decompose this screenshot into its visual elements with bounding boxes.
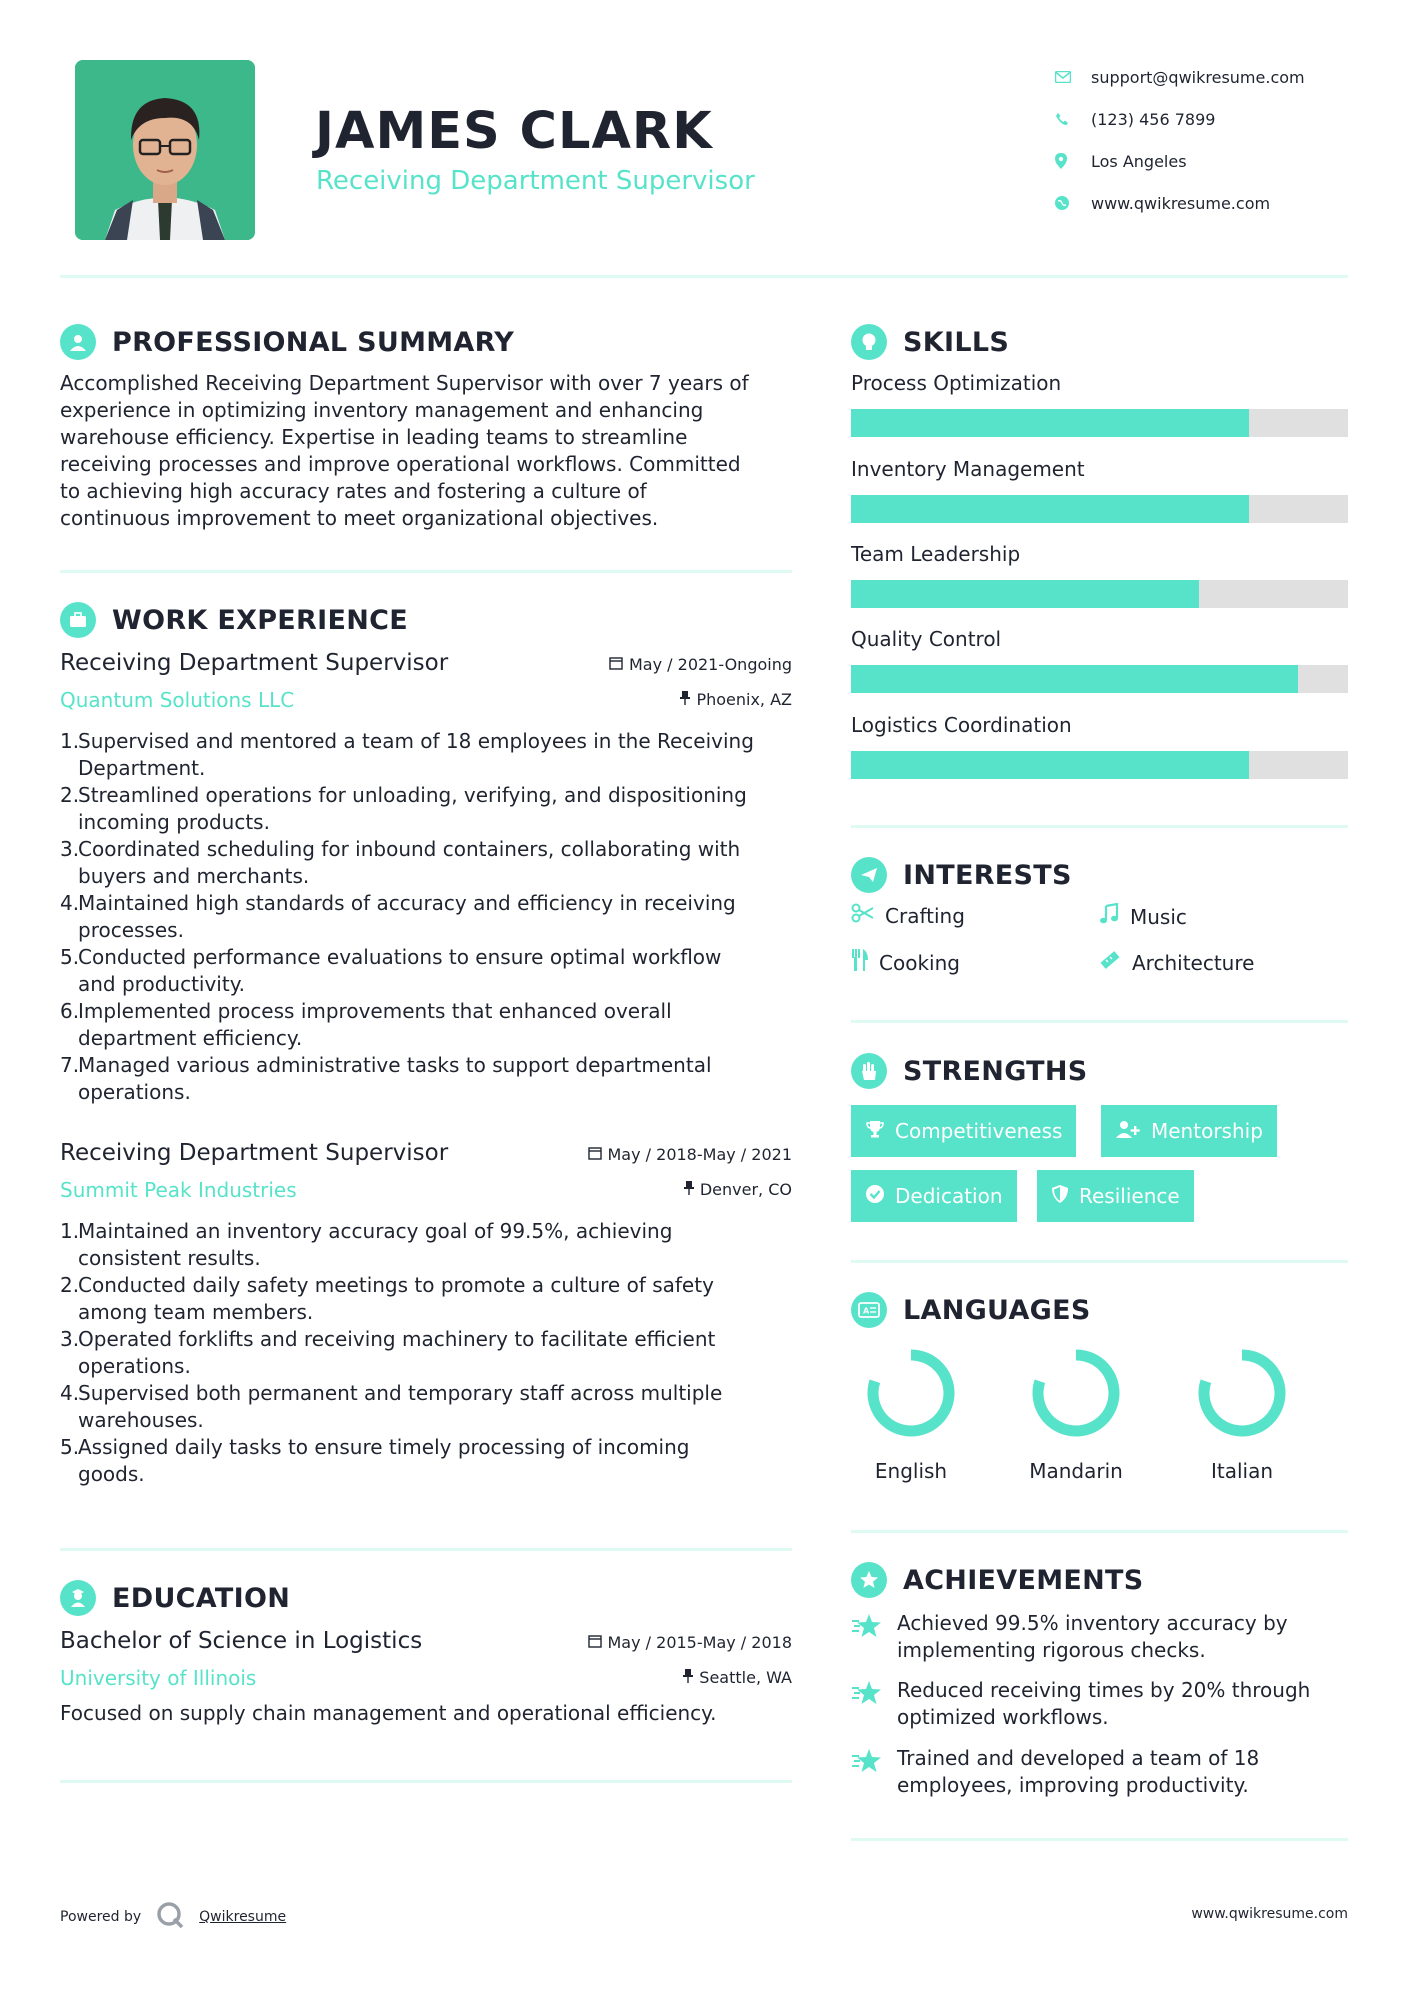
summary-heading-text: PROFESSIONAL SUMMARY <box>112 326 515 358</box>
list-item <box>60 1052 792 1106</box>
list-number: 7. <box>60 1053 80 1077</box>
contact-location <box>1055 140 1355 182</box>
list-number: 3. <box>60 1327 80 1351</box>
interest-label: Architecture <box>1132 950 1255 975</box>
list-number: 1. <box>60 729 80 753</box>
skill-bar <box>851 580 1348 608</box>
strengths-heading-text: STRENGTHS <box>903 1055 1088 1087</box>
job-company: Summit Peak Industries <box>60 1178 297 1202</box>
languages-heading <box>851 1292 1091 1328</box>
job-company: Quantum Solutions LLC <box>60 688 295 712</box>
language-ring <box>1028 1345 1124 1441</box>
skill-item <box>851 371 1348 437</box>
contact-phone[interactable] <box>1055 98 1355 140</box>
contact-phone-text: (123) 456 7899 <box>1091 109 1216 129</box>
education-date-text: May / 2015-May / 2018 <box>607 1633 792 1652</box>
interest-item <box>1098 903 1187 930</box>
skill-name: Team Leadership <box>851 542 1021 566</box>
job-duties <box>60 728 792 1106</box>
job-entry <box>60 650 792 1110</box>
profile-photo <box>75 60 255 240</box>
job-location-text: Phoenix, AZ <box>696 690 792 709</box>
list-number: 4. <box>60 891 80 915</box>
list-text: operations. <box>78 1354 191 1378</box>
map-pin-icon <box>1055 153 1091 169</box>
list-text: warehouses. <box>78 1408 204 1432</box>
interests-divider <box>851 1020 1348 1023</box>
list-item <box>60 1380 792 1434</box>
strength-label: Dedication <box>895 1184 1003 1208</box>
user-icon <box>60 324 96 360</box>
achievement-item <box>851 1745 1348 1799</box>
language-card-icon <box>851 1292 887 1328</box>
candidate-name: JAMES CLARK <box>315 102 713 161</box>
summary-divider <box>60 570 792 573</box>
skill-name: Logistics Coordination <box>851 713 1072 737</box>
language-item <box>1182 1345 1302 1483</box>
list-item <box>60 728 792 782</box>
strengths-heading <box>851 1053 1088 1089</box>
summary-line: warehouse efficiency. Expertise in leading teams to streamline <box>60 425 688 449</box>
list-item <box>60 998 792 1052</box>
skill-item <box>851 627 1348 693</box>
job-location <box>684 1180 792 1199</box>
list-text: Maintained an inventory accuracy goal of 99.5%, achieving <box>78 1219 673 1243</box>
language-name: Italian <box>1210 1459 1274 1483</box>
star-icon <box>851 1610 897 1664</box>
education-heading <box>60 1580 290 1616</box>
check-circle-icon <box>865 1184 885 1209</box>
list-number: 6. <box>60 999 80 1023</box>
list-number: 2. <box>60 1273 80 1297</box>
job-date <box>588 1145 793 1164</box>
skill-bar-fill <box>851 495 1249 523</box>
interest-item <box>1098 948 1254 977</box>
strength-label: Competitiveness <box>895 1119 1063 1143</box>
strength-badge <box>851 1105 1076 1157</box>
experience-heading <box>60 602 408 638</box>
footer-website[interactable]: www.qwikresume.com <box>1191 1906 1348 1922</box>
list-number: 5. <box>60 945 80 969</box>
strength-badge <box>1101 1105 1277 1157</box>
lightbulb-icon <box>851 324 887 360</box>
skill-bar <box>851 751 1348 779</box>
language-name: Mandarin <box>1029 1459 1123 1483</box>
graduate-icon <box>60 1580 96 1616</box>
list-number: 1. <box>60 1219 80 1243</box>
experience-heading-text: WORK EXPERIENCE <box>112 604 408 636</box>
footer-branding <box>60 1900 286 1934</box>
qwikresume-link[interactable]: Qwikresume <box>199 1909 287 1925</box>
interest-label: Cooking <box>879 950 960 975</box>
skill-bar-fill <box>851 665 1298 693</box>
language-item <box>851 1345 971 1483</box>
skill-name: Inventory Management <box>851 457 1085 481</box>
achievement-item <box>851 1677 1348 1731</box>
list-text: buyers and merchants. <box>78 864 310 888</box>
achievement-text: implementing rigorous checks. <box>897 1638 1206 1662</box>
phone-icon <box>1055 112 1091 126</box>
list-text: goods. <box>78 1462 145 1486</box>
interest-item <box>851 948 960 977</box>
list-text: and productivity. <box>78 972 246 996</box>
language-ring <box>1194 1345 1290 1441</box>
skill-name: Quality Control <box>851 627 1002 651</box>
qwikresume-logo-icon <box>155 1900 185 1934</box>
list-text: Assigned daily tasks to ensure timely processing of incoming <box>78 1435 690 1459</box>
achievement-item <box>851 1610 1348 1664</box>
education-location <box>683 1668 792 1687</box>
achievement-text: Achieved 99.5% inventory accuracy by <box>897 1611 1288 1635</box>
strength-badge <box>1037 1170 1194 1222</box>
job-title: Receiving Department Supervisor <box>60 1140 449 1166</box>
achievements-divider <box>851 1838 1348 1841</box>
languages-heading-text: LANGUAGES <box>903 1294 1091 1326</box>
job-location <box>680 690 792 709</box>
interests-heading-text: INTERESTS <box>903 859 1072 891</box>
education-divider <box>60 1780 792 1783</box>
summary-line: to achieving high accuracy rates and fostering a culture of <box>60 479 647 503</box>
summary-text <box>60 370 792 532</box>
list-text: consistent results. <box>78 1246 261 1270</box>
list-text: Streamlined operations for unloading, verifying, and dispositioning <box>78 783 747 807</box>
language-arc <box>1038 1355 1114 1431</box>
envelope-icon <box>1055 71 1091 83</box>
achievement-text: employees, improving productivity. <box>897 1773 1249 1797</box>
list-item <box>60 944 792 998</box>
trophy-icon <box>865 1119 885 1144</box>
utensils-icon <box>851 948 869 977</box>
skill-bar <box>851 665 1348 693</box>
list-text: processes. <box>78 918 184 942</box>
skill-item <box>851 542 1348 608</box>
list-item <box>60 1434 792 1488</box>
job-location-text: Denver, CO <box>699 1180 792 1199</box>
language-item <box>1016 1345 1136 1483</box>
briefcase-icon <box>60 602 96 638</box>
strength-badge <box>851 1170 1017 1222</box>
list-item <box>60 1326 792 1380</box>
list-item <box>60 782 792 836</box>
list-number: 2. <box>60 783 80 807</box>
language-arc <box>873 1355 949 1431</box>
interest-label: Music <box>1130 904 1187 929</box>
list-item <box>60 1272 792 1326</box>
education-heading-text: EDUCATION <box>112 1582 291 1614</box>
shield-icon <box>1051 1184 1069 1209</box>
skills-divider <box>851 825 1348 828</box>
ruler-icon <box>1098 948 1122 977</box>
star-badge-icon <box>851 1562 887 1598</box>
list-text: Supervised and mentored a team of 18 employees in the Receiving <box>78 729 754 753</box>
job-date <box>609 655 792 674</box>
achievement-text: Reduced receiving times by 20% through <box>897 1678 1311 1702</box>
strengths-divider <box>851 1260 1348 1263</box>
list-text: Department. <box>78 756 206 780</box>
list-number: 3. <box>60 837 80 861</box>
languages-divider <box>851 1530 1348 1533</box>
education-location-text: Seattle, WA <box>699 1668 792 1687</box>
list-item <box>60 1218 792 1272</box>
education-entry <box>60 1628 792 1728</box>
header-divider <box>60 275 1348 278</box>
experience-divider <box>60 1548 792 1551</box>
interests-heading <box>851 857 1072 893</box>
hand-icon <box>851 1053 887 1089</box>
job-entry <box>60 1140 792 1500</box>
skills-heading-text: SKILLS <box>903 326 1010 358</box>
skills-heading <box>851 324 1009 360</box>
list-text: Maintained high standards of accuracy and efficiency in receiving <box>78 891 736 915</box>
pushpin-icon <box>680 690 690 709</box>
skill-bar-fill <box>851 751 1249 779</box>
skill-bar-fill <box>851 409 1249 437</box>
language-arc <box>1204 1355 1280 1431</box>
globe-icon <box>1055 196 1091 210</box>
job-date-text: May / 2018-May / 2021 <box>607 1145 792 1164</box>
skill-item <box>851 457 1348 523</box>
list-text: Managed various administrative tasks to support departmental <box>78 1053 712 1077</box>
pushpin-icon <box>683 1668 693 1687</box>
music-note-icon <box>1098 903 1120 930</box>
pushpin-icon <box>684 1180 694 1199</box>
summary-line: experience in optimizing inventory management and enhancing <box>60 398 704 422</box>
strength-label: Resilience <box>1079 1184 1180 1208</box>
summary-line: receiving processes and improve operational workflows. Committed <box>60 452 741 476</box>
list-text: Operated forklifts and receiving machinery to facilitate efficient <box>78 1327 716 1351</box>
education-description: Focused on supply chain management and operational efficiency. <box>60 1701 717 1725</box>
job-date-text: May / 2021-Ongoing <box>629 655 792 674</box>
skill-item <box>851 713 1348 779</box>
list-text: incoming products. <box>78 810 270 834</box>
contact-website-text: www.qwikresume.com <box>1091 193 1271 213</box>
education-date <box>588 1633 793 1652</box>
list-text: among team members. <box>78 1300 314 1324</box>
user-plus-icon <box>1115 1119 1141 1144</box>
summary-line: continuous improvement to meet organizational objectives. <box>60 506 659 530</box>
list-text: Implemented process improvements that enhanced overall <box>78 999 672 1023</box>
achievement-text: Trained and developed a team of 18 <box>897 1746 1260 1770</box>
list-text: department efficiency. <box>78 1026 303 1050</box>
paper-plane-icon <box>851 857 887 893</box>
skill-bar <box>851 409 1348 437</box>
list-item <box>60 890 792 944</box>
degree: Bachelor of Science in Logistics <box>60 1628 423 1654</box>
achievements-heading-text: ACHIEVEMENTS <box>903 1564 1144 1596</box>
contact-email-text: support@qwikresume.com <box>1091 67 1305 87</box>
contact-location-text: Los Angeles <box>1091 151 1187 171</box>
scissors-icon <box>851 903 875 928</box>
powered-by-label: Powered by <box>60 1909 142 1925</box>
skill-bar-fill <box>851 580 1199 608</box>
summary-line: Accomplished Receiving Department Supervisor with over 7 years of <box>60 371 749 395</box>
summary-heading <box>60 324 514 360</box>
list-text: Coordinated scheduling for inbound containers, collaborating with <box>78 837 741 861</box>
school: University of Illinois <box>60 1666 257 1690</box>
star-icon <box>851 1745 897 1799</box>
skill-name: Process Optimization <box>851 371 1062 395</box>
list-number: 4. <box>60 1381 80 1405</box>
list-text: Conducted daily safety meetings to promote a culture of safety <box>78 1273 714 1297</box>
star-icon <box>851 1677 897 1731</box>
calendar-icon <box>588 1145 602 1164</box>
contact-email[interactable] <box>1055 56 1355 98</box>
list-item <box>60 836 792 890</box>
calendar-icon <box>588 1633 602 1652</box>
contact-website[interactable] <box>1055 182 1355 224</box>
calendar-icon <box>609 655 623 674</box>
interest-label: Crafting <box>885 903 965 928</box>
list-text: Conducted performance evaluations to ensure optimal workflow <box>78 945 722 969</box>
language-name: English <box>874 1459 948 1483</box>
list-number: 5. <box>60 1435 80 1459</box>
svg-text:A: A <box>863 1306 870 1316</box>
strength-label: Mentorship <box>1151 1119 1263 1143</box>
list-text: Supervised both permanent and temporary staff across multiple <box>78 1381 723 1405</box>
interest-item <box>851 903 965 928</box>
achievements-heading <box>851 1562 1144 1598</box>
candidate-title: Receiving Department Supervisor <box>316 166 755 196</box>
achievement-text: optimized workflows. <box>897 1705 1109 1729</box>
skill-bar <box>851 495 1348 523</box>
list-text: operations. <box>78 1080 191 1104</box>
job-duties <box>60 1218 792 1488</box>
contact-block <box>1055 56 1355 224</box>
language-ring <box>863 1345 959 1441</box>
job-title: Receiving Department Supervisor <box>60 650 449 676</box>
